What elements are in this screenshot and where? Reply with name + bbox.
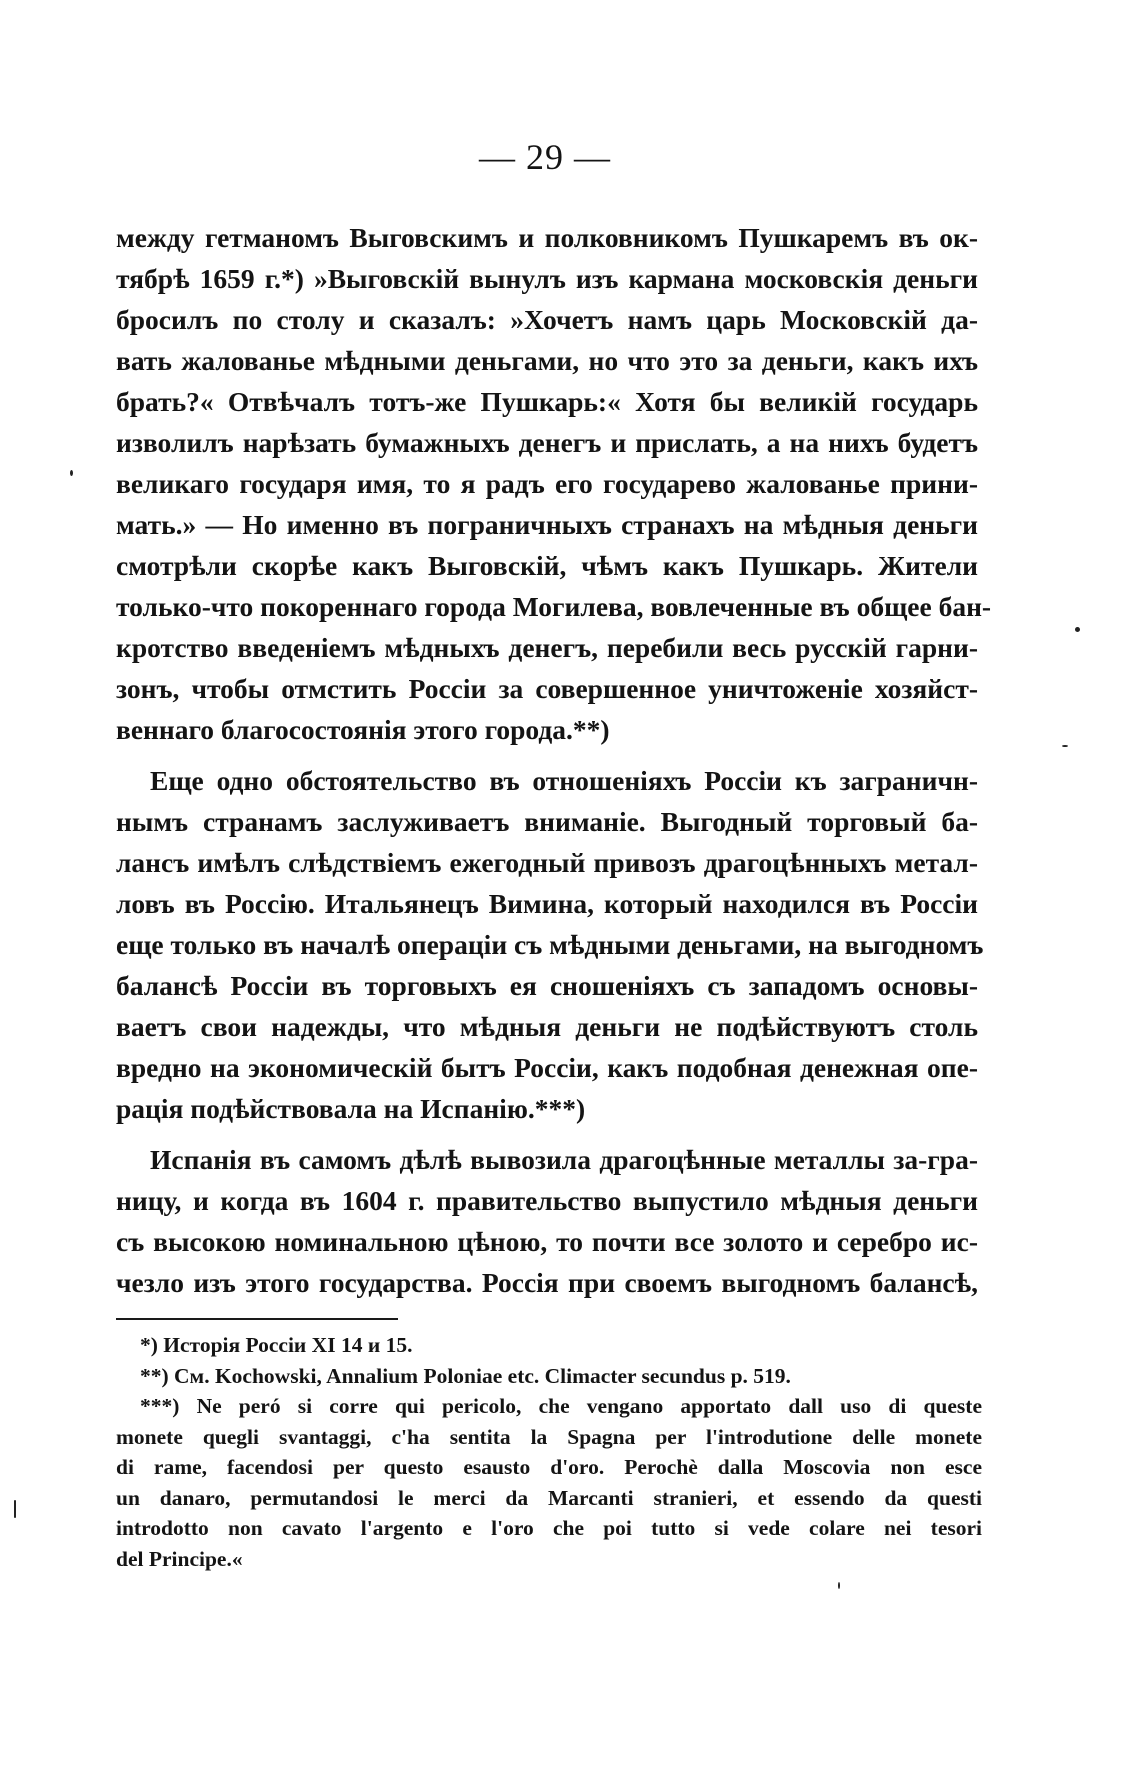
text-line: мать.» — Но именно въ пограничныхъ странахъ на мѣдныя деньги	[116, 509, 978, 540]
text-line: вредно на экономическій бытъ Россіи, какъ подобная денежная опе-	[116, 1052, 978, 1083]
text-line: зонъ, чтобы отмстить Россіи за совершенное уничтоженіе хозяйст-	[116, 673, 978, 704]
scan-speck	[838, 1582, 840, 1589]
text-line: веннаго благосостоянія этого города.**)	[116, 714, 610, 745]
text-line: нымъ странамъ заслуживаетъ вниманіе. Выгодный торговый ба-	[116, 806, 978, 837]
scan-speck	[1075, 627, 1080, 632]
footnotes	[116, 1330, 982, 1574]
text-line: балансѣ Россіи въ торговыхъ ея сношеніяхъ съ западомъ основы-	[116, 970, 978, 1001]
footnote-line: *) Исторія Россіи XI 14 и 15.	[140, 1333, 413, 1357]
paragraph-gap	[116, 750, 978, 760]
text-line: лансъ имѣлъ слѣдствіемъ ежегодный привозъ драгоцѣнныхъ метал-	[116, 847, 978, 878]
footnote-line: di rame, facendosi per questo esausto d'oro. Perochè dalla Moscovia non esce	[116, 1455, 982, 1479]
text-line: изволилъ нарѣзать бумажныхъ денегъ и прислать, а на нихъ будетъ	[116, 427, 978, 458]
main-text	[116, 217, 992, 1303]
text-line: тябрѣ 1659 г.*) »Выговскій вынулъ изъ кармана московскія деньги	[116, 263, 978, 294]
footnote-line: **) См. Kochowski, Annalium Poloniae etc. Climacter secundus p. 519.	[140, 1363, 791, 1388]
scan-speck	[14, 1500, 16, 1518]
text-line: рація подѣйствовала на Испанію.***)	[116, 1093, 586, 1124]
text-line: съ высокою номинальною цѣною, то почти все золото и серебро ис-	[116, 1226, 978, 1257]
text-line: кротство введеніемъ мѣдныхъ денегъ, перебили весь русскій гарни-	[116, 632, 978, 663]
text-line: ловъ въ Россію. Итальянецъ Вимина, который находился въ Россіи	[116, 888, 978, 919]
text-line: бросилъ по столу и сказалъ: »Хочетъ намъ царь Московскій да-	[116, 304, 978, 335]
scan-speck	[1062, 745, 1068, 747]
text-line: только-что покореннаго города Могилева, вовлеченные въ общее бан-	[116, 591, 992, 622]
text-line: смотрѣли скорѣе какъ Выговскій, чѣмъ какъ Пушкарь. Жители	[116, 550, 978, 581]
text-line: еще только въ началѣ операціи съ мѣдными деньгами, на выгодномъ	[116, 929, 984, 960]
text-line: между гетманомъ Выговскимъ и полковникомъ Пушкаремъ въ ок-	[116, 222, 978, 253]
footnote-line: un danaro, permutandosi le merci da Marcanti stranieri, et essendo da questi	[116, 1485, 982, 1510]
footnote-separator	[116, 1318, 398, 1320]
text-line: Испанія въ самомъ дѣлѣ вывозила драгоцѣнные металлы за-гра-	[150, 1144, 978, 1175]
page-number: — 29 —	[479, 137, 611, 177]
text-line: чезло изъ этого государства. Россія при своемъ выгодномъ балансѣ,	[116, 1267, 978, 1298]
footnote-line: del Principe.«	[116, 1546, 243, 1571]
text-line: Еще одно обстоятельство въ отношеніяхъ Россіи къ заграничн-	[150, 765, 978, 796]
scan-speck	[70, 470, 73, 476]
text-line: брать?« Отвѣчалъ тотъ-же Пушкарь:« Хотя бы великій государь	[116, 386, 978, 417]
text-line: ваетъ свои надежды, что мѣдныя деньги не подѣйствуютъ столь	[116, 1011, 978, 1042]
text-line: великаго государя имя, то я радъ его государево жалованье прини-	[116, 468, 978, 499]
paragraph-gap	[116, 1129, 978, 1139]
footnote-line: ***) Ne peró si corre qui pericolo, che vengano apportato dall uso di queste	[140, 1394, 982, 1418]
footnote-line: monete quegli svantaggi, c'ha sentita la Spagna per l'introdutione delle monete	[116, 1424, 982, 1449]
text-line: ницу, и когда въ 1604 г. правительство выпустило мѣдныя деньги	[116, 1185, 978, 1216]
text-line: вать жалованье мѣдными деньгами, но что это за деньги, какъ ихъ	[116, 345, 978, 376]
footnote-line: introdotto non cavato l'argento e l'oro che poi tutto si vede colare nei tesori	[116, 1516, 982, 1540]
